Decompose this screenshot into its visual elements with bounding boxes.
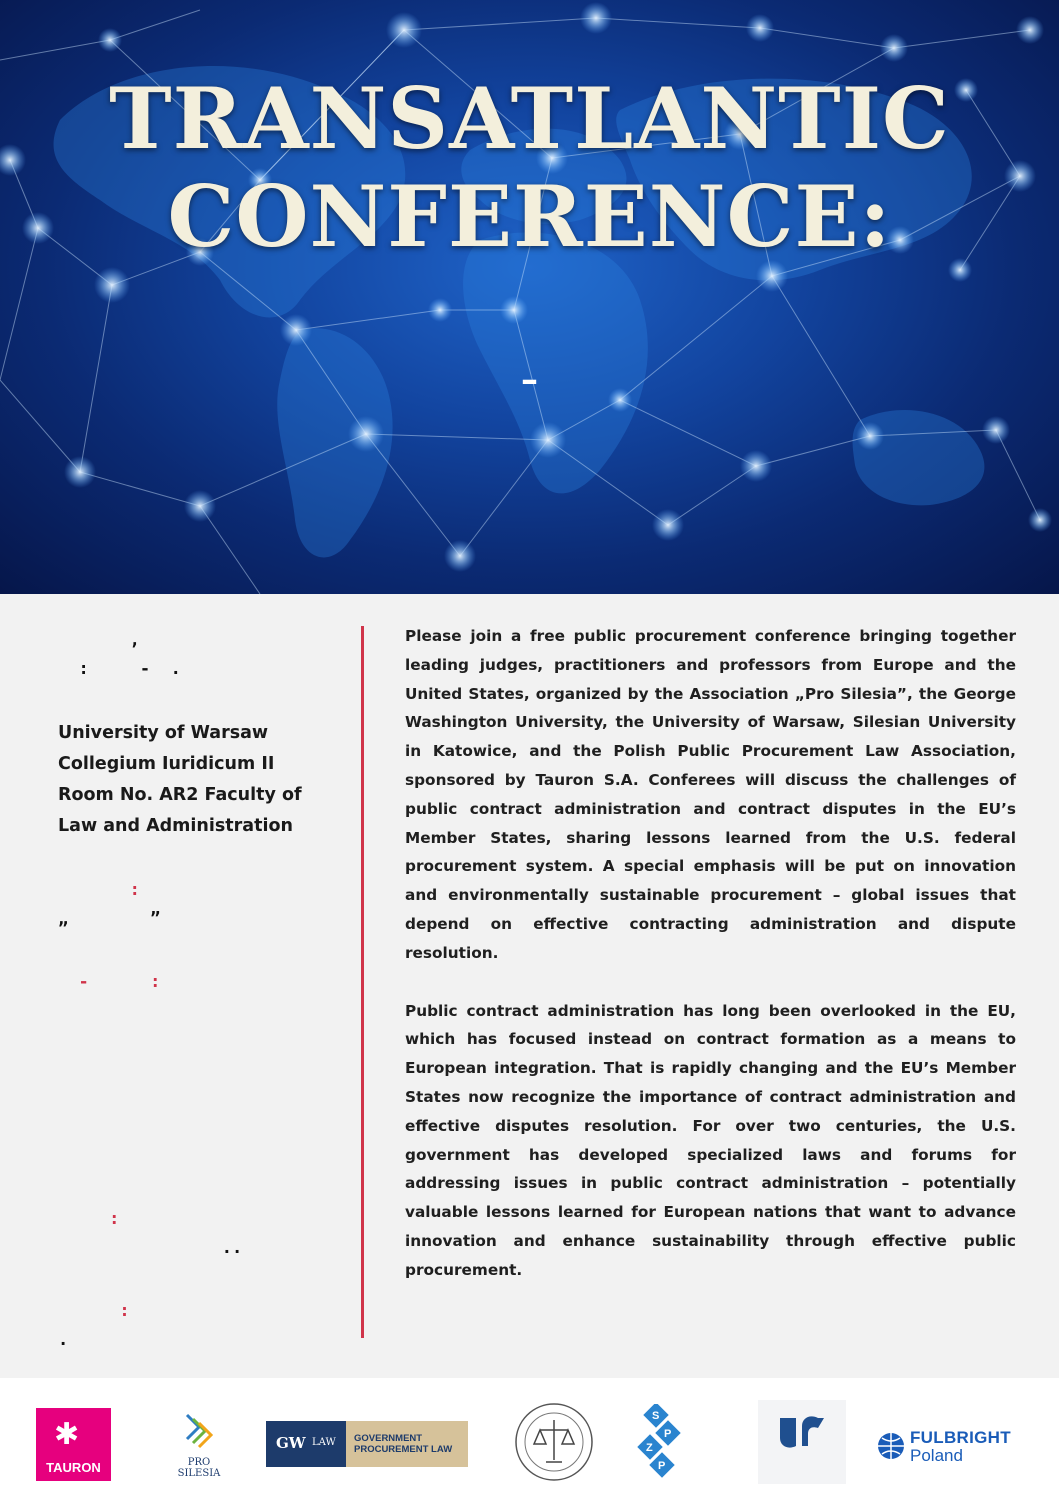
hero-banner <box>0 0 1059 594</box>
section-line <box>58 997 348 1026</box>
university-of-silesia-logo <box>758 1400 846 1484</box>
gw-law-logo <box>266 1421 468 1467</box>
section-heading: : <box>58 1209 120 1229</box>
fulbright-country-text: Poland <box>910 1446 963 1465</box>
venue-line: Room No. AR2 Faculty of <box>58 785 302 805</box>
section-heading: : <box>58 880 140 900</box>
title-line-1: TRANSATLANTIC <box>109 69 950 168</box>
description-paragraph-1: Please join a free public procurement conference bringing together leading judges, practitioners and professors from Europe and the United States, organized by the Association „Pro Silesia”, the George Washington University, the University of Warsaw, Silesian University in Katowice, and the Polish Public Procurement Law Association, sponsored by Tauron S.A. Conferees will discuss the challenges of public contract administration and contract disputes in the EU’s Member States, sharing lessons learned from the U.S. federal procurement system. A special emphasis will be put on innovation and environmentally sustainable procurement – global issues that depend on effective contracting administration and dispute resolution. <box>405 627 1016 962</box>
fulbright-text: FULBRIGHT <box>910 1428 1011 1447</box>
venue-line: Law and Administration <box>58 816 293 836</box>
sponsor-logo-strip <box>0 1378 1059 1497</box>
section-line <box>58 1084 348 1113</box>
gw-law-text: LAW <box>312 1437 336 1448</box>
description-column <box>405 622 1016 1285</box>
svg-text:P: P <box>658 1460 666 1472</box>
subtitle-dash: – <box>521 360 538 400</box>
conference-title <box>0 70 1059 266</box>
venue-line: Collegium Iuridicum II <box>58 754 275 774</box>
chevron-stack-icon <box>165 1411 233 1455</box>
event-venue <box>58 718 348 842</box>
us-emblem-icon <box>758 1400 846 1460</box>
globe-icon <box>876 1431 906 1461</box>
scales-seal-icon <box>514 1400 594 1484</box>
gw-monogram: GW <box>276 1434 306 1452</box>
event-date: , <box>58 630 140 650</box>
organizer-section <box>58 876 348 934</box>
svg-text:P: P <box>664 1428 672 1440</box>
fulbright-poland-logo <box>876 1426 1021 1468</box>
tauron-star-icon: ✱ <box>54 1417 80 1452</box>
co-organizers-section <box>58 968 348 1171</box>
title-line-2: CONFERENCE: <box>167 167 892 266</box>
svg-text:Z: Z <box>646 1442 653 1454</box>
pro-silesia-text: PRO SILESIA <box>177 1457 221 1479</box>
section-heading: - : <box>58 972 161 992</box>
details-panel <box>0 594 1059 1378</box>
pro-silesia-logo <box>165 1411 233 1479</box>
court-seal-logo <box>514 1400 594 1484</box>
gw-program-text: GOVERNMENT PROCUREMENT LAW <box>354 1433 453 1455</box>
event-time: : - . <box>58 659 243 679</box>
tauron-logo <box>36 1408 111 1481</box>
patronage-section <box>58 1297 348 1355</box>
section-line <box>58 1055 348 1084</box>
column-divider <box>361 626 364 1338</box>
section-line: „ ” <box>58 909 171 929</box>
section-heading: : <box>58 1301 130 1321</box>
spzp-diamonds-icon <box>633 1404 683 1480</box>
description-paragraph-2: Public contract administration has long been overlooked in the EU, which has focused instead on contract formation as a means to European integration. That is rapidly changing and the EU’s Member States now recognize the importance of contract administration and effective disputes resolution. For over two centuries, the U.S. government has developed specialized laws and forums for addressing issues in public contract administration – potentially valuable lessons learned for European nations that want to advance innovation and enhance sustainability through effective public procurement. <box>405 1001 1016 1279</box>
section-line <box>58 1142 348 1171</box>
venue-line: University of Warsaw <box>58 723 269 743</box>
section-line <box>58 1026 348 1055</box>
section-line <box>58 1113 348 1142</box>
event-info-column <box>58 626 348 1355</box>
section-line: . <box>58 1330 171 1350</box>
spzp-logo <box>633 1404 733 1480</box>
gw-law-block <box>266 1421 346 1467</box>
svg-text:S: S <box>652 1410 660 1422</box>
section-line: .. <box>58 1238 243 1258</box>
tauron-logo-text: TAURON <box>46 1460 101 1475</box>
sponsor-section <box>58 1205 348 1263</box>
